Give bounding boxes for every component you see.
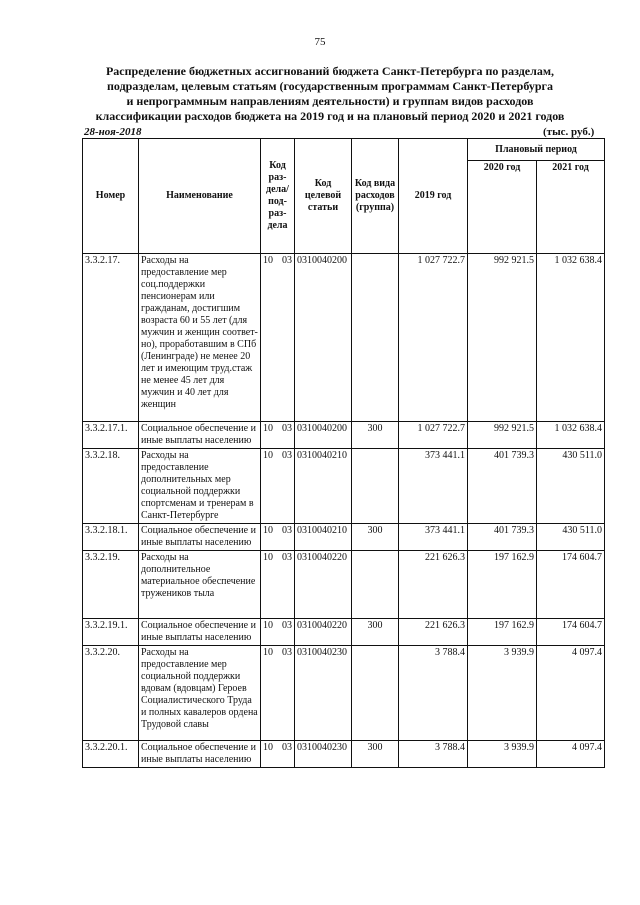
row-subsection: 03 <box>282 552 292 563</box>
header-number: Номер <box>83 139 139 254</box>
table-row <box>83 254 605 422</box>
row-subsection: 03 <box>282 450 292 461</box>
row-target-code: 0310040200 <box>295 254 352 422</box>
row-target-code: 0310040210 <box>295 449 352 524</box>
title-line: Распределение бюджетных ассигнований бюджета Санкт-Петербурга по разделам, <box>105 64 555 78</box>
row-subsection: 03 <box>282 742 292 753</box>
row-section: 10 <box>263 647 273 658</box>
row-expense-type <box>352 449 399 524</box>
row-section-code <box>261 254 295 422</box>
row-section: 10 <box>263 552 273 563</box>
table-row <box>83 422 605 449</box>
row-section-code <box>261 646 295 741</box>
row-amount-2019: 221 626.3 <box>399 619 468 646</box>
row-amount-2021: 430 511.0 <box>537 524 605 551</box>
header-section-code: Код раз- дела/ под- раз- дела <box>261 139 295 254</box>
row-amount-2020: 3 939.9 <box>468 646 537 741</box>
row-number: 3.3.2.17.1. <box>83 422 139 449</box>
row-expense-type: 300 <box>352 619 399 646</box>
row-section: 10 <box>263 742 273 753</box>
row-number: 3.3.2.19. <box>83 551 139 619</box>
row-number: 3.3.2.17. <box>83 254 139 422</box>
row-subsection: 03 <box>282 647 292 658</box>
header-year-2020: 2020 год <box>468 161 537 254</box>
row-expense-type: 300 <box>352 741 399 768</box>
title-line: подразделам, целевым статьям (государственным программам Санкт-Петербурга <box>107 79 553 93</box>
row-subsection: 03 <box>282 620 292 631</box>
row-expense-type <box>352 551 399 619</box>
row-name: Социальное обеспечение и иные выплаты населению <box>139 741 261 768</box>
row-amount-2021: 4 097.4 <box>537 741 605 768</box>
row-expense-type: 300 <box>352 422 399 449</box>
title-line: и непрограммным направлениям деятельности) и группам видов расходов <box>126 94 534 108</box>
header-planned-period: Плановый период <box>468 139 605 161</box>
row-amount-2019: 373 441.1 <box>399 524 468 551</box>
row-amount-2021: 430 511.0 <box>537 449 605 524</box>
row-name: Социальное обеспечение и иные выплаты населению <box>139 524 261 551</box>
row-number: 3.3.2.18. <box>83 449 139 524</box>
row-section: 10 <box>263 525 273 536</box>
row-target-code: 0310040230 <box>295 646 352 741</box>
row-section-code <box>261 449 295 524</box>
table-row <box>83 524 605 551</box>
row-name: Расходы на предоставление дополнительных мер социальной поддержки спортсменам и тренерам в Санкт-Петербурге <box>139 449 261 524</box>
document-date: 28-ноя-2018 <box>84 126 142 138</box>
title-line: классификации расходов бюджета на 2019 год и на плановый период 2020 и 2021 годов <box>95 109 565 123</box>
row-amount-2019: 1 027 722.7 <box>399 422 468 449</box>
row-section-code <box>261 619 295 646</box>
table-row <box>83 619 605 646</box>
row-amount-2019: 3 788.4 <box>399 646 468 741</box>
row-name: Расходы на предоставление мер соц.поддержки пенсионерам или гражданам, достигшим возраста 60 и 55 лет (для мужчин и женщин соответ-но), проработавшим в СПб (Ленинграде) не менее 20 лет и имеющим труд.стаж не менее 45 лет для мужчин и 40 лет для женщин <box>139 254 261 422</box>
row-amount-2020: 197 162.9 <box>468 619 537 646</box>
row-expense-type: 300 <box>352 524 399 551</box>
row-number: 3.3.2.19.1. <box>83 619 139 646</box>
header-year-2019: 2019 год <box>399 139 468 254</box>
row-amount-2021: 1 032 638.4 <box>537 422 605 449</box>
header-target-code: Код целевой статьи <box>295 139 352 254</box>
row-section-code <box>261 524 295 551</box>
row-name: Социальное обеспечение и иные выплаты населению <box>139 619 261 646</box>
row-name: Расходы на дополнительное материальное обеспечение тружеников тыла <box>139 551 261 619</box>
header-expense-type-code: Код вида расходов (группа) <box>352 139 399 254</box>
document-title <box>60 64 600 124</box>
row-amount-2021: 174 604.7 <box>537 551 605 619</box>
row-section: 10 <box>263 255 273 266</box>
row-section: 10 <box>263 620 273 631</box>
row-expense-type <box>352 254 399 422</box>
row-target-code: 0310040200 <box>295 422 352 449</box>
units-label: (тыс. руб.) <box>543 126 595 138</box>
page-number: 75 <box>314 36 326 48</box>
row-amount-2020: 197 162.9 <box>468 551 537 619</box>
row-amount-2019: 1 027 722.7 <box>399 254 468 422</box>
row-number: 3.3.2.18.1. <box>83 524 139 551</box>
header-year-2021: 2021 год <box>537 161 605 254</box>
row-amount-2020: 992 921.5 <box>468 422 537 449</box>
row-subsection: 03 <box>282 423 292 434</box>
budget-table <box>82 138 605 768</box>
row-amount-2020: 992 921.5 <box>468 254 537 422</box>
row-expense-type <box>352 646 399 741</box>
row-section: 10 <box>263 450 273 461</box>
row-subsection: 03 <box>282 525 292 536</box>
row-amount-2021: 1 032 638.4 <box>537 254 605 422</box>
row-number: 3.3.2.20. <box>83 646 139 741</box>
header-name: Наименование <box>139 139 261 254</box>
row-target-code: 0310040210 <box>295 524 352 551</box>
table-row <box>83 551 605 619</box>
row-number: 3.3.2.20.1. <box>83 741 139 768</box>
table-row <box>83 741 605 768</box>
row-name: Расходы на предоставление мер социальной поддержки вдовам (вдовцам) Героев Социалистического Труда и полных кавалеров ордена Трудовой славы <box>139 646 261 741</box>
table-row <box>83 646 605 741</box>
row-target-code: 0310040230 <box>295 741 352 768</box>
row-amount-2020: 401 739.3 <box>468 524 537 551</box>
row-amount-2019: 373 441.1 <box>399 449 468 524</box>
row-section-code <box>261 422 295 449</box>
row-amount-2019: 3 788.4 <box>399 741 468 768</box>
table-row <box>83 449 605 524</box>
row-amount-2020: 3 939.9 <box>468 741 537 768</box>
row-target-code: 0310040220 <box>295 619 352 646</box>
row-name: Социальное обеспечение и иные выплаты населению <box>139 422 261 449</box>
row-section-code <box>261 741 295 768</box>
row-amount-2021: 174 604.7 <box>537 619 605 646</box>
row-section: 10 <box>263 423 273 434</box>
row-section-code <box>261 551 295 619</box>
row-target-code: 0310040220 <box>295 551 352 619</box>
row-amount-2020: 401 739.3 <box>468 449 537 524</box>
row-subsection: 03 <box>282 255 292 266</box>
row-amount-2019: 221 626.3 <box>399 551 468 619</box>
row-amount-2021: 4 097.4 <box>537 646 605 741</box>
